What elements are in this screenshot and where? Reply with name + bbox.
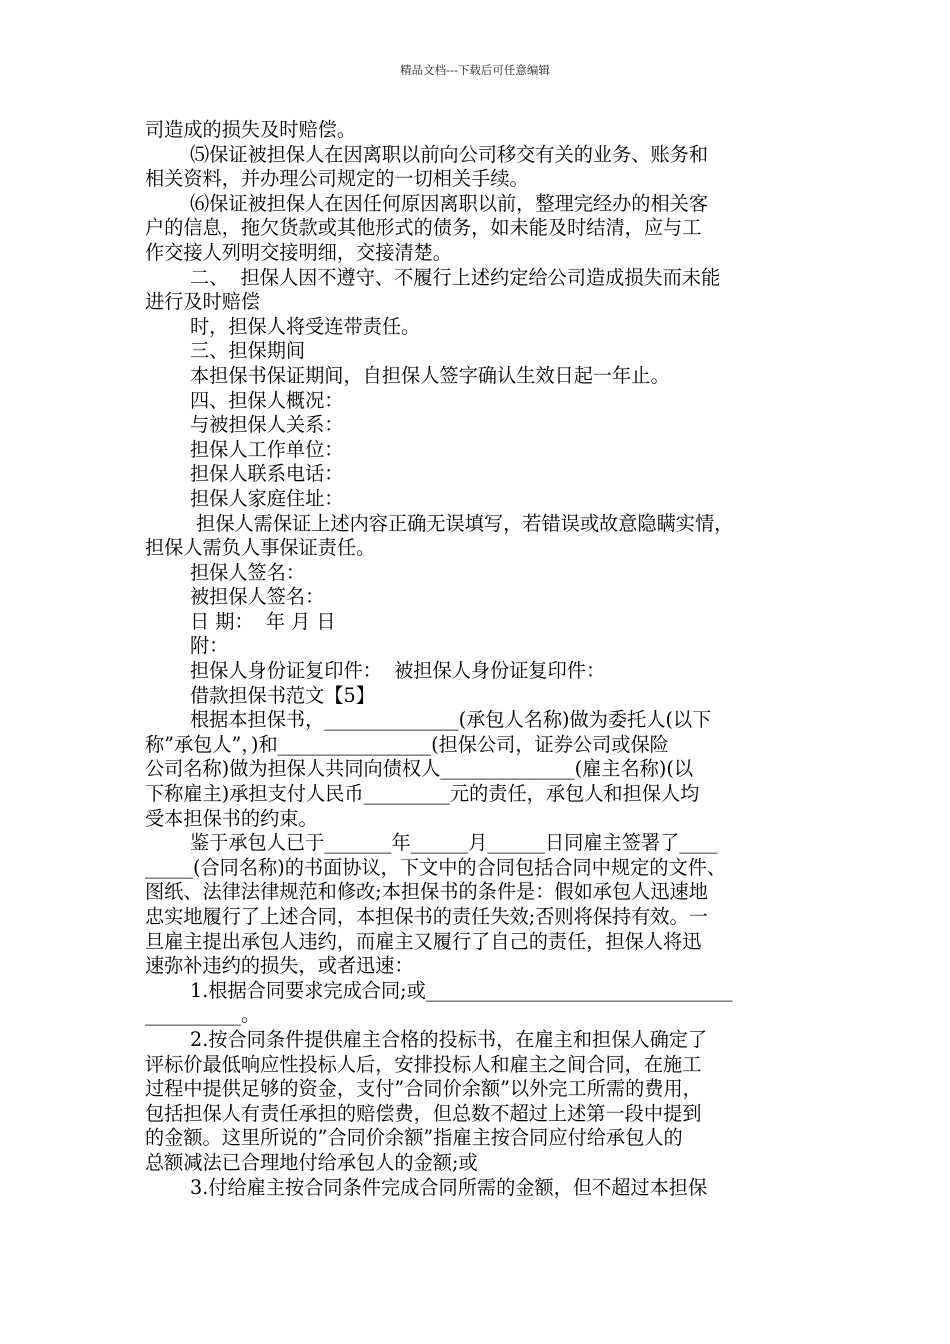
- text-line: 评标价最低响应性投标人后，安排投标人和雇主之间合同，在施工: [145, 1052, 702, 1076]
- text-line: ⑹保证被担保人在因任何原因离职以前，整理完经办的相关客: [190, 191, 709, 215]
- text-line: 3.付给雇主按合同条件完成合同所需的金额，但不超过本担保: [190, 1175, 708, 1199]
- text-line: 担保人需保证上述内容正确无误填写，若错误或故意隐瞒实情，: [190, 511, 734, 535]
- text-line: 根据本担保书，______________(承包人名称)做为委托人(以下: [190, 708, 712, 732]
- text-line: 公司名称)做为担保人共同向债权人______________(雇主名称)(以: [145, 757, 694, 781]
- text-line: 与被担保人关系：: [190, 413, 344, 437]
- text-line: 被担保人签名：: [190, 585, 325, 609]
- text-line: 日 期： 年 月 日: [190, 609, 336, 633]
- text-line: 担保人签名：: [190, 560, 306, 584]
- text-line: 相关资料，并办理公司规定的一切相关手续。: [145, 167, 529, 191]
- text-line: 担保人工作单位：: [190, 437, 344, 461]
- text-line: _____(合同名称)的书面协议，下文中的合同包括合同中规定的文件、: [145, 855, 727, 879]
- text-line: 忠实地履行了上述合同，本担保书的责任失效;否则将保持有效。一: [145, 905, 708, 928]
- text-line: 借款担保书范文【5】: [190, 683, 375, 707]
- text-line: 担保人需负人事保证责任。: [145, 536, 376, 560]
- text-line: ⑸保证被担保人在因离职以前向公司移交有关的业务、账务和: [190, 142, 709, 166]
- text-line: 旦雇主提出承包人违约，而雇主又履行了自己的责任，担保人将迅: [145, 929, 702, 953]
- text-line: 图纸、法律法律规范和修改;本担保书的条件是：假如承包人迅速地: [145, 880, 708, 904]
- text-line: 四、担保人概况：: [190, 388, 344, 412]
- text-line: __________。: [145, 1003, 261, 1027]
- text-line: 速弥补违约的损失，或者迅速：: [145, 954, 414, 978]
- text-line: 附：: [190, 634, 229, 658]
- text-line: 司造成的损失及时赔偿。: [145, 118, 357, 141]
- text-line: 户的信息，拖欠货款或其他形式的债务，如未能及时结清，应与工: [145, 216, 702, 240]
- text-line: 包括担保人有责任承担的赔偿费，但总数不超过上述第一段中提到: [145, 1101, 702, 1125]
- text-line: 过程中提供足够的资金，支付”合同价余额”以外完工所需的费用，: [145, 1077, 702, 1101]
- document-body: [145, 118, 813, 1200]
- text-line: 2.按合同条件提供雇主合格的投标书，在雇主和担保人确定了: [190, 1027, 708, 1051]
- text-line: 1.根据合同要求完成合同;或________________________________: [190, 978, 733, 1002]
- text-line: 进行及时赔偿: [145, 290, 261, 314]
- text-line: 时，担保人将受连带责任。: [190, 314, 421, 338]
- text-line: 担保人家庭住址：: [190, 486, 344, 510]
- text-line: 作交接人列明交接明细，交接清楚。: [145, 240, 452, 264]
- text-line: 总额减法已合理地付给承包人的金额;或: [145, 1150, 478, 1174]
- text-line: 的金额。这里所说的”合同价余额”指雇主按合同应付给承包人的: [145, 1126, 683, 1150]
- text-line: 担保人联系电话：: [190, 462, 344, 486]
- page-header: 精品文档---下载后可任意编辑: [400, 63, 550, 77]
- text-line: 二、 担保人因不遵守、不履行上述约定给公司造成损失而未能: [190, 265, 721, 289]
- text-line: 称”承包人”，)和________________(担保公司，证券公司或保险: [145, 732, 669, 756]
- text-line: 鉴于承包人已于_______年______月______日同雇主签署了____: [190, 831, 718, 855]
- text-line: 受本担保书的约束。: [145, 806, 318, 830]
- text-line: 下称雇主)承担支付人民币_________元的责任，承包人和担保人均: [145, 782, 700, 806]
- text-line: 三、担保期间: [190, 339, 306, 363]
- text-line: 担保人身份证复印件： 被担保人身份证复印件：: [190, 659, 606, 683]
- text-line: 本担保书保证期间，自担保人签字确认生效日起一年止。: [190, 363, 670, 387]
